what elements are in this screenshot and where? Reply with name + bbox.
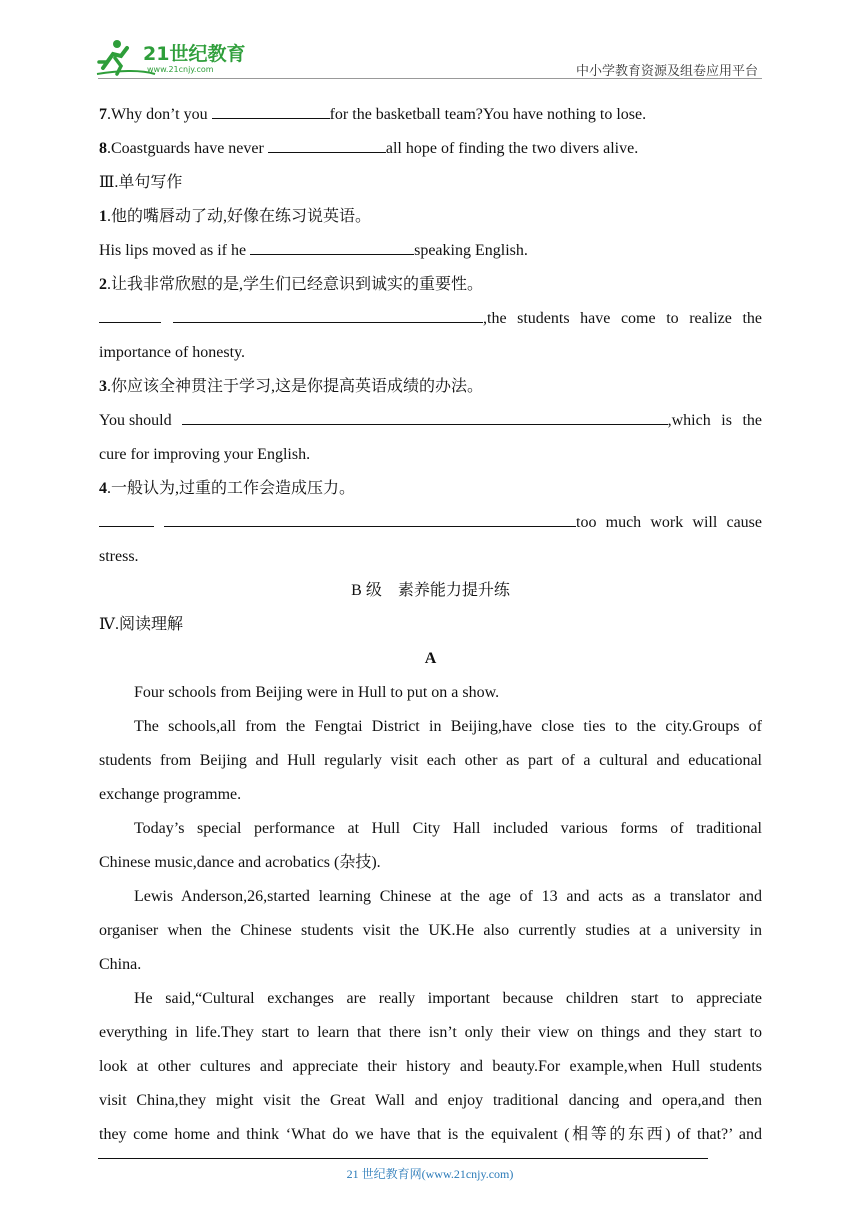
passage-line: visit China,they might visit the Great Wall and enjoy traditional dancing and opera,and then: [99, 1092, 762, 1109]
passage-line: look at other cultures and appreciate their history and beauty.For example,when Hull students: [99, 1058, 762, 1075]
passage-line: organiser when the Chinese students visit the UK.He also currently studies at a university in: [99, 922, 762, 939]
passage-line: Today’s special performance at Hull City Hall included various forms of traditional: [134, 820, 762, 837]
question-8: 8.Coastguards have never all hope of finding the two divers alive.: [99, 140, 639, 157]
writing-2-sentence: ,the students have come to realize the: [99, 308, 762, 330]
logo-text: 21世纪教育: [143, 43, 246, 65]
passage-line: Chinese music,dance and acrobatics (杂技).: [99, 854, 381, 871]
site-logo: [95, 38, 265, 78]
answer-blank[interactable]: [268, 138, 386, 153]
writing-1-prompt: 1.他的嘴唇动了动,好像在练习说英语。: [99, 208, 372, 225]
writing-3-prompt: 3.你应该全神贯注于学习,这是你提高英语成绩的办法。: [99, 378, 484, 395]
writing-2-prompt: 2.让我非常欣慰的是,学生们已经意识到诚实的重要性。: [99, 276, 484, 293]
passage-label: A: [424, 650, 437, 667]
passage-line: everything in life.They start to learn that there isn’t only their view on things and they start to: [99, 1024, 762, 1041]
footer-divider: [98, 1158, 708, 1159]
question-7: 7.Why don’t you for the basketball team?You have nothing to lose.: [99, 106, 647, 123]
answer-blank[interactable]: [250, 240, 414, 255]
writing-4-prompt: 4.一般认为,过重的工作会造成压力。: [99, 480, 356, 497]
answer-blank[interactable]: [99, 512, 154, 527]
writing-4-continuation: stress.: [99, 548, 139, 565]
answer-blank[interactable]: [173, 308, 483, 323]
platform-name: 中小学教育资源及组卷应用平台: [575, 63, 758, 78]
passage-line: students from Beijing and Hull regularly visit each other as part of a cultural and educational: [99, 752, 762, 769]
header-divider: [98, 78, 762, 79]
passage-line: He said,“Cultural exchanges are really important because children start to appreciate: [134, 990, 762, 1007]
footer-link[interactable]: 21 世纪教育网(www.21cnjy.com): [346, 1167, 514, 1181]
section-heading: Ⅲ.单句写作: [99, 174, 183, 191]
passage-line: exchange programme.: [99, 786, 242, 803]
section-heading: Ⅳ.阅读理解: [99, 616, 183, 633]
writing-3-sentence: You should ,which is the: [99, 412, 762, 429]
writing-3-continuation: cure for improving your English.: [99, 446, 311, 463]
passage-line: they come home and think ‘What do we have that is the equivalent (相等的东西) of that?’ and: [99, 1126, 762, 1143]
passage-line: Four schools from Beijing were in Hull to put on a show.: [134, 684, 500, 701]
answer-blank[interactable]: [164, 512, 576, 527]
writing-4-sentence: too much work will cause: [99, 512, 762, 534]
writing-1-sentence: His lips moved as if he speaking English.: [99, 242, 528, 259]
passage-line: The schools,all from the Fengtai District in Beijing,have close ties to the city.Groups of: [134, 718, 762, 735]
logo-url: www.21cnjy.com: [147, 65, 214, 74]
passage-line: China.: [99, 956, 142, 973]
answer-blank[interactable]: [212, 104, 330, 119]
passage-line: Lewis Anderson,26,started learning Chinese at the age of 13 and acts as a translator and: [134, 888, 762, 905]
answer-blank[interactable]: [99, 308, 161, 323]
writing-2-continuation: importance of honesty.: [99, 344, 246, 361]
level-heading: B 级 素养能力提升练: [351, 582, 510, 599]
answer-blank[interactable]: [182, 410, 668, 425]
